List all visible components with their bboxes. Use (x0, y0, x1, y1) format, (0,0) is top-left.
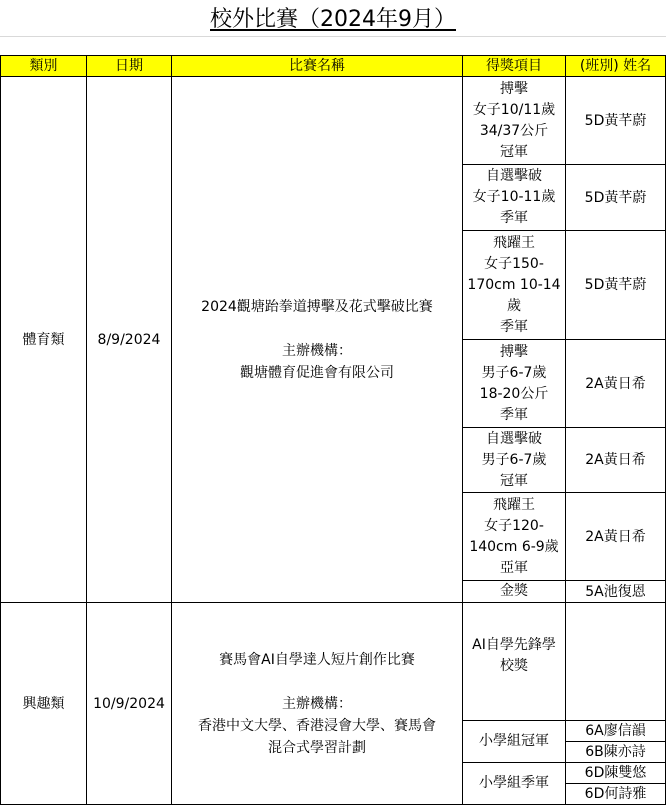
award-line: 34/37公斤 (479, 122, 549, 139)
award-line: 歲 (507, 297, 521, 314)
date-cell: 8/9/2024 (87, 77, 172, 603)
award-cell (463, 340, 566, 428)
page-title (0, 0, 666, 36)
student-cell: 5A池復恩 (566, 581, 666, 603)
competition-cell (172, 77, 463, 603)
award-line: 女子10/11歲 (472, 101, 556, 118)
award-cell (463, 231, 566, 340)
student-cell: 5D黃芊蔚 (566, 231, 666, 340)
student-cell: 2A黃日希 (566, 340, 666, 428)
category-cell: 體育類 (1, 77, 87, 603)
spacer-row (0, 36, 666, 56)
award-line: 亞軍 (500, 559, 528, 576)
award-line: 140cm 6-9歲 (469, 538, 559, 555)
competition-cell (172, 603, 463, 805)
header-student: (班別) 姓名 (566, 56, 666, 77)
student-cell: 5D黃芊蔚 (566, 165, 666, 231)
student-cell: 5D黃芊蔚 (566, 77, 666, 165)
award-line: 搏擊 (500, 80, 528, 97)
category-cell: 興趣類 (1, 603, 87, 805)
header-date: 日期 (87, 56, 172, 77)
award-line: 男子6-7歲 (481, 451, 547, 468)
award-line: 女子120- (484, 517, 544, 534)
student-cell: 6D何詩雅 (566, 784, 666, 805)
award-line: 季軍 (500, 406, 528, 423)
award-line: 冠軍 (500, 143, 528, 160)
student-cell: 6B陳亦詩 (566, 742, 666, 763)
organizer-name: 香港中文大學、香港浸會大學、賽馬會 (198, 717, 436, 734)
award-cell (463, 165, 566, 231)
award-line: 女子10-11歲 (472, 189, 556, 205)
student-cell: 2A黃日希 (566, 493, 666, 581)
competition-table (0, 55, 666, 805)
header-row (1, 56, 666, 77)
date-cell: 10/9/2024 (87, 603, 172, 805)
organizer-label: 主辦機構： (282, 342, 352, 359)
header-competition: 比賽名稱 (172, 56, 463, 77)
header-award: 得獎項目 (463, 56, 566, 77)
award-cell: 小學組季軍 (463, 763, 566, 805)
award-cell: 小學組冠軍 (463, 721, 566, 763)
award-line: 冠軍 (500, 472, 528, 489)
student-cell: 6A廖信韻 (566, 721, 666, 742)
award-line: AI自學先鋒學 (472, 637, 556, 653)
award-line: 季軍 (500, 318, 528, 335)
award-line: 女子150- (484, 255, 544, 272)
award-line: 季軍 (500, 210, 528, 226)
award-line: 飛躍王 (493, 496, 535, 513)
award-line: 男子6-7歲 (481, 364, 547, 381)
organizer-label: 主辦機構： (282, 695, 352, 712)
organizer-name: 混合式學習計劃 (268, 739, 366, 756)
award-line: 校獎 (500, 658, 528, 674)
award-cell: 金獎 (463, 581, 566, 603)
header-category: 類別 (1, 56, 87, 77)
blank-line (174, 671, 460, 693)
organizer-name: 觀塘體育促進會有限公司 (240, 364, 394, 381)
award-line: 自選擊破 (486, 430, 542, 447)
award-cell (463, 428, 566, 493)
award-line: 搏擊 (500, 343, 528, 360)
student-cell: 6D陳雙悠 (566, 763, 666, 784)
blank-line (174, 318, 460, 340)
competition-name: 2024觀塘跆拳道搏擊及花式擊破比賽 (201, 298, 433, 315)
table-row (1, 77, 666, 165)
award-line: 自選擊破 (486, 168, 542, 184)
page-title-text: 校外比賽（2024年9月） (210, 7, 456, 32)
award-line: 飛躍王 (493, 234, 535, 251)
award-cell (463, 77, 566, 165)
award-cell (463, 603, 566, 721)
award-line: 170cm 10-14 (467, 276, 561, 293)
student-cell: 2A黃日希 (566, 428, 666, 493)
student-cell (566, 603, 666, 721)
competition-name: 賽馬會AI自學達人短片創作比賽 (219, 651, 415, 668)
award-line: 18-20公斤 (479, 385, 549, 402)
table-row (1, 603, 666, 721)
award-cell (463, 493, 566, 581)
